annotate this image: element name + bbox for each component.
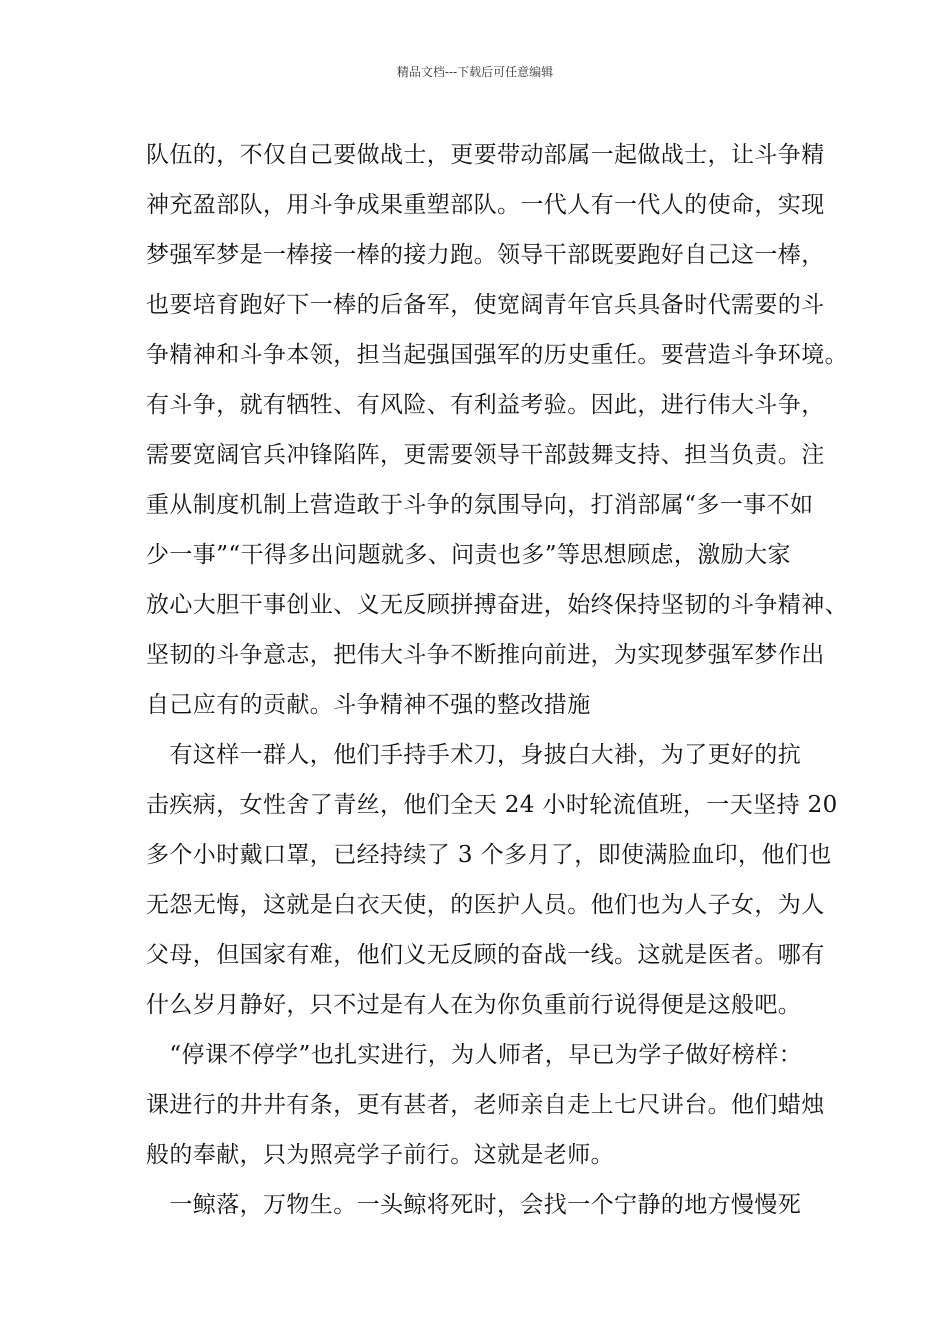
text-line: 般的奉献，只为照亮学子前行。这就是老师。: [146, 1142, 614, 1168]
text-line: 争精神和斗争本领，担当起强国强军的历史重任。要营造斗争环境。: [146, 342, 848, 368]
text-line: 也要培育跑好下一棒的后备军，使宽阔青年官兵具备时代需要的斗: [146, 292, 825, 318]
text-line: 有这样一群人，他们手持手术刀，身披白大褂，为了更好的抗: [146, 742, 802, 768]
page-header: 精品文档---下载后可任意编辑: [396, 65, 554, 79]
text-line: 有斗争，就有牺牲、有风险、有利益考验。因此，进行伟大斗争，: [146, 392, 825, 418]
text-line: 重从制度机制上营造敢于斗争的氛围导向，打消部属“多一事不如: [146, 492, 814, 518]
text-line: 梦强军梦是一棒接一棒的接力跑。领导干部既要跑好自己这一棒，: [146, 242, 825, 268]
text-line: 自己应有的贡献。斗争精神不强的整改措施: [146, 692, 591, 718]
text-line: 神充盈部队，用斗争成果重塑部队。一代人有一代人的使命，实现: [146, 192, 825, 218]
text-line: 队伍的，不仅自己要做战士，更要带动部属一起做战士，让斗争精: [146, 142, 825, 168]
text-line: 课进行的井井有条，更有甚者，老师亲自走上七尺讲台。他们蜡烛: [146, 1092, 825, 1118]
text-line: 什么岁月静好，只不过是有人在为你负重前行说得便是这般吧。: [146, 992, 802, 1018]
text-line: 多个小时戴口罩，已经持续了 3 个多月了，即使满脸血印，他们也: [146, 842, 832, 868]
text-line: 坚韧的斗争意志，把伟大斗争不断推向前进，为实现梦强军梦作出: [146, 642, 825, 668]
text-line: 一鲸落，万物生。一头鲸将死时，会找一个宁静的地方慢慢死: [146, 1192, 802, 1218]
text-line: 需要宽阔官兵冲锋陷阵，更需要领导干部鼓舞支持、担当负责。注: [146, 442, 825, 468]
text-line: 少一事”“干得多出问题就多、问责也多”等思想顾虑，激励大家: [146, 542, 791, 568]
text-line: “停课不停学”也扎实进行，为人师者，早已为学子做好榜样：: [146, 1042, 803, 1068]
text-line: 放心大胆干事创业、义无反顾拼搏奋进，始终保持坚韧的斗争精神、: [146, 592, 848, 618]
text-line: 击疾病，女性舍了青丝，他们全天 24 小时轮流值班，一天坚持 20: [146, 792, 838, 818]
text-line: 无怨无悔，这就是白衣天使，的医护人员。他们也为人子女，为人: [146, 892, 825, 918]
text-line: 父母，但国家有难，他们义无反顾的奋战一线。这就是医者。哪有: [146, 942, 825, 968]
document-body: [146, 130, 848, 1230]
